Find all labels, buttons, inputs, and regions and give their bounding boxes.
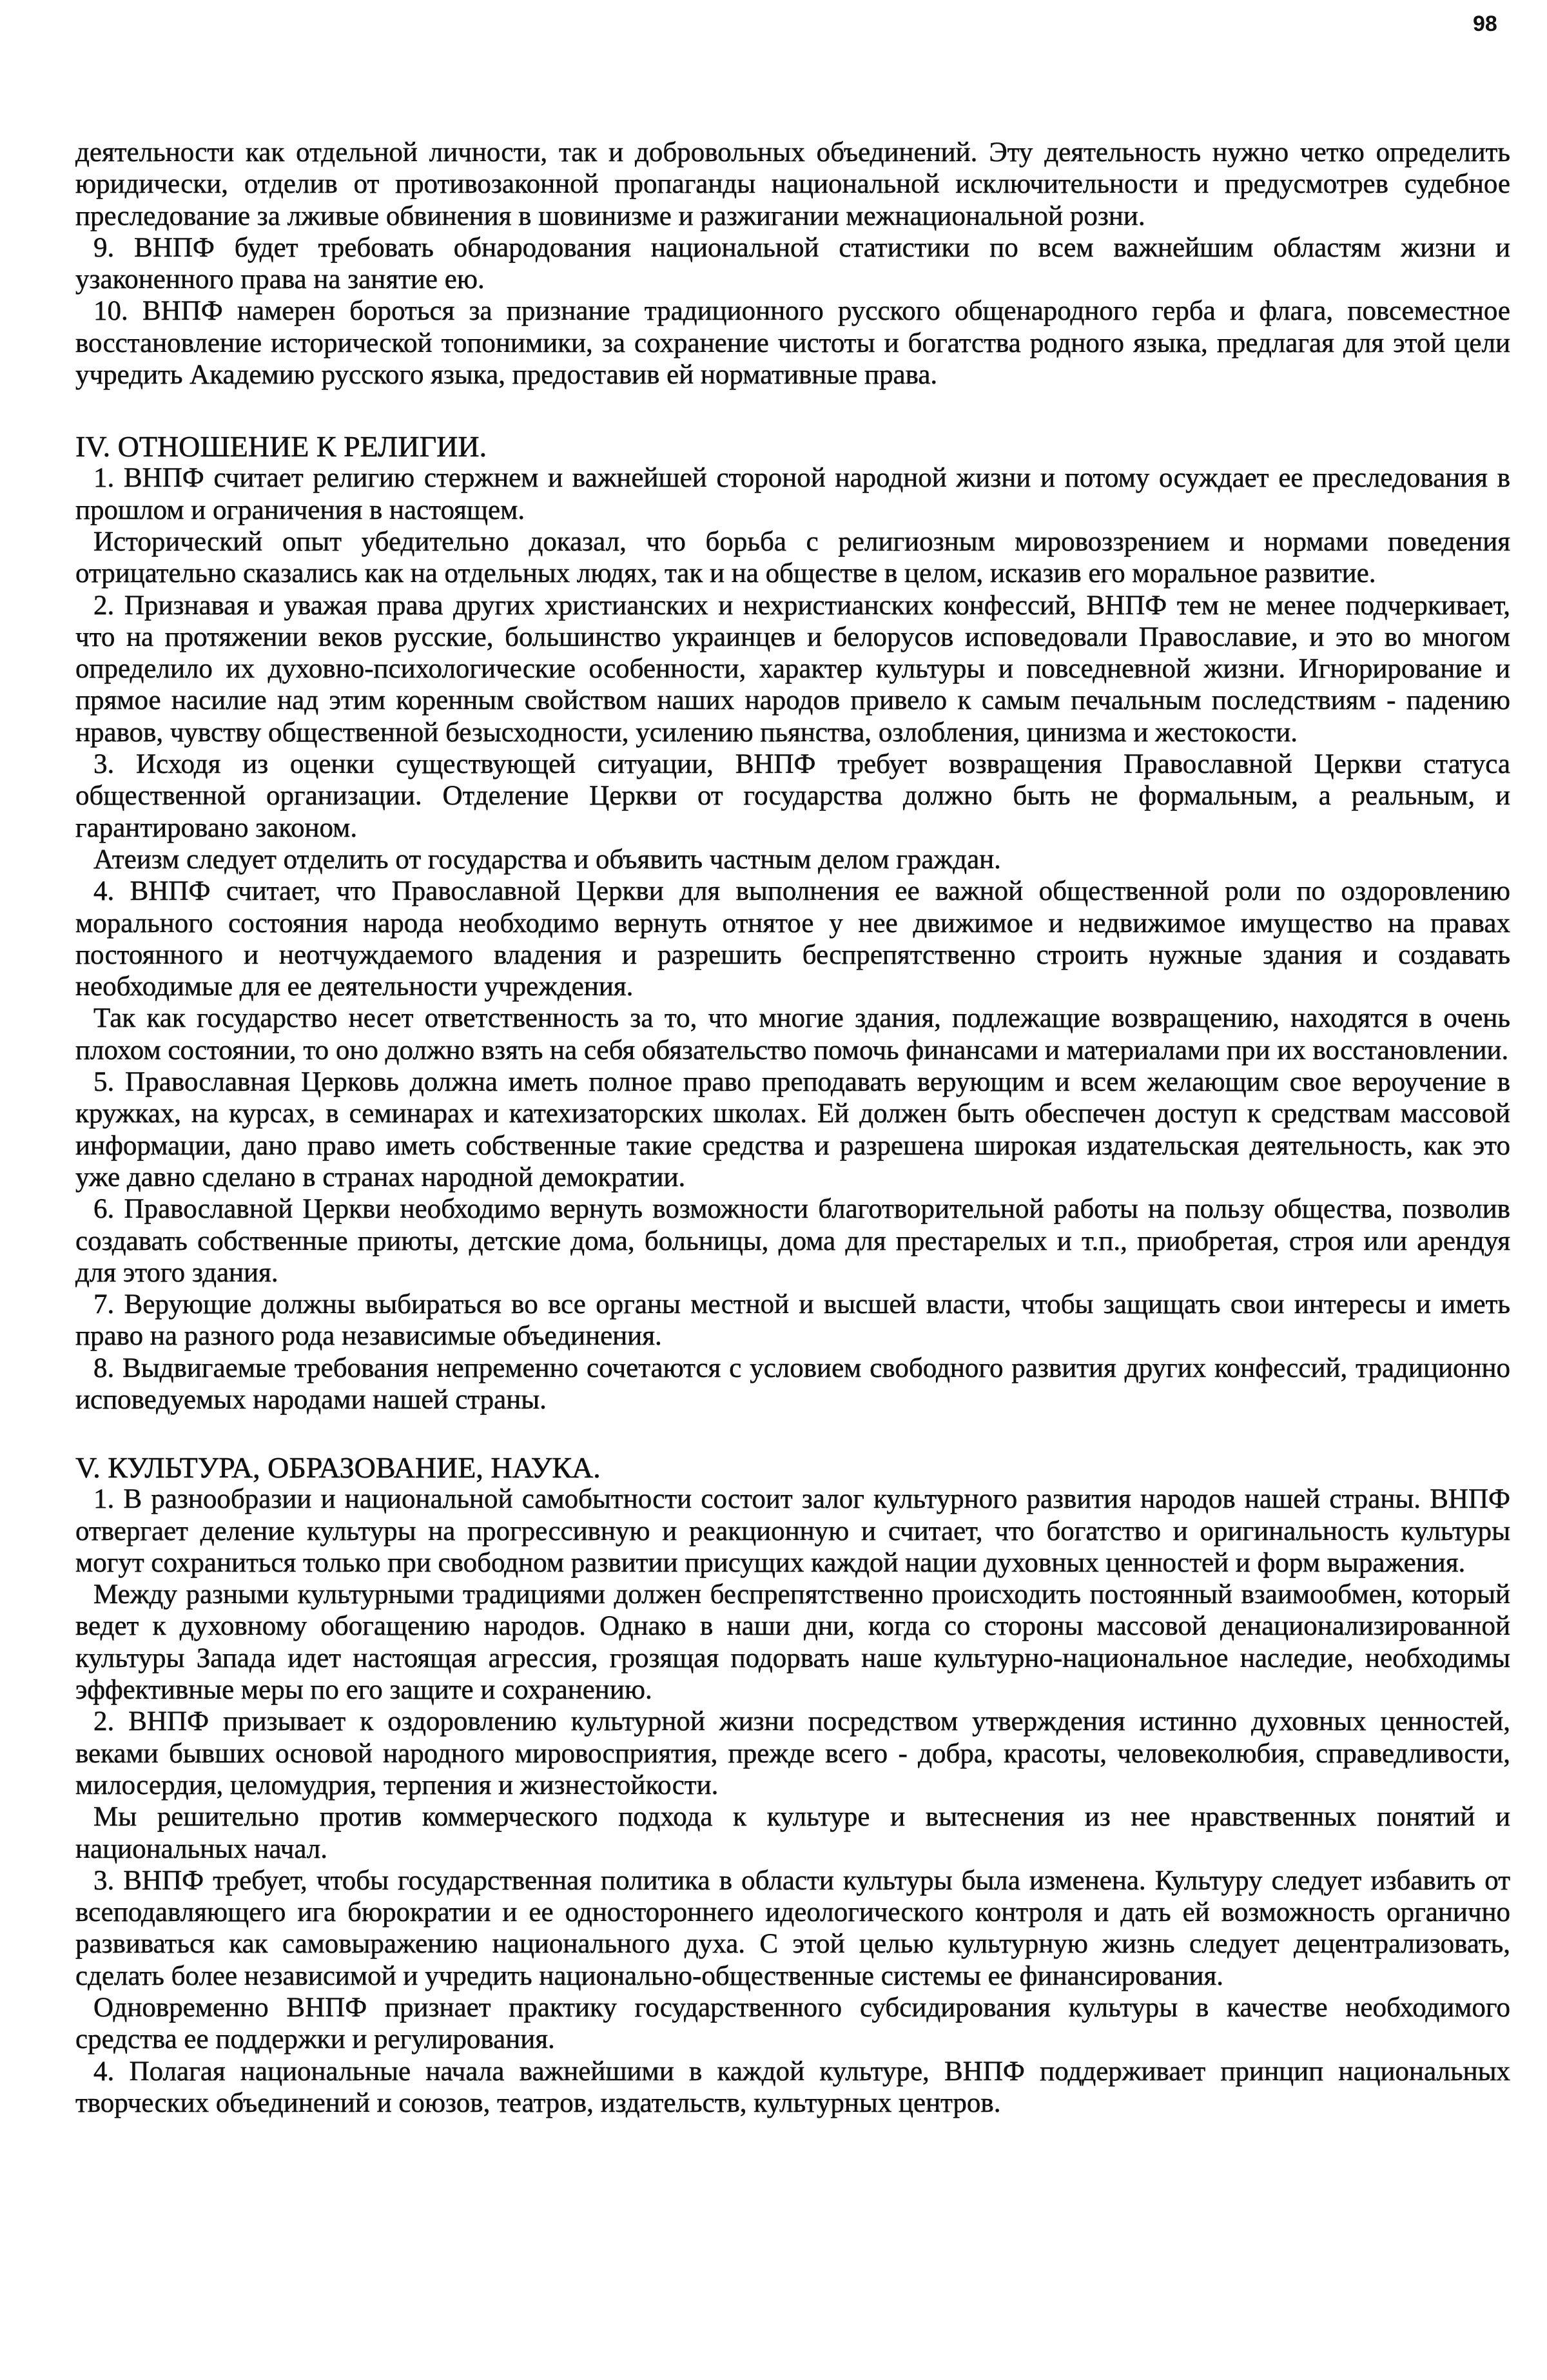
paragraph: деятельности как отдельной личности, так и добровольных объединений. Эту деятельность нужно четко определить юридически, отделив от противозаконной пропаганды национальной исключительности и предусмотрев судебное преследование за лживые обвинения в шовинизме и разжигании межнациональной розни.: [75, 137, 1510, 231]
paragraph: Мы решительно против коммерческого подхода к культуре и вытеснения из нее нравственных понятий и национальных начал.: [75, 1802, 1510, 1864]
paragraph: 8. Выдвигаемые требования непременно сочетаются с условием свободного развития других конфессий, традиционно исповедуемых народами нашей страны.: [75, 1352, 1510, 1415]
paragraph: 4. Полагая национальные начала важнейшими в каждой культуре, ВНПФ поддерживает принцип национальных творческих объединений и союзов, театров, издательств, культурных центров.: [75, 2056, 1510, 2118]
paragraph: 4. ВНПФ считает, что Православной Церкви для выполнения ее важной общественной роли по оздоровлению морального состояния народа необходимо вернуть отнятое у нее движимое и недвижимое имущество на правах постоянного и неотчуждаемого владения и разрешить беспрепятственно строить нужные здания и создавать необходимые для ее деятельности учреждения.: [75, 876, 1510, 1002]
paragraph: 9. ВНПФ будет требовать обнародования национальной статистики по всем важнейшим областям жизни и узаконенного права на занятие ею.: [75, 232, 1510, 295]
document-body: [75, 137, 1510, 2119]
paragraph: 1. В разнообразии и национальной самобытности состоит залог культурного развития народов нашей страны. ВНПФ отвергает деление культуры на прогрессивную и реакционную и считает, что богатство и оригинальность культуры могут сохраниться только при свободном развитии присущих каждой нации духовных ценностей и форм выражения.: [75, 1484, 1510, 1578]
paragraph: 1. ВНПФ считает религию стержнем и важнейшей стороной народной жизни и потому осуждает ее преследования в прошлом и ограничения в настоящем.: [75, 463, 1510, 525]
section-heading-religion: IV. ОТНОШЕНИЕ К РЕЛИГИИ.: [75, 430, 487, 463]
paragraph: 2. Признавая и уважая права других христианских и нехристианских конфессий, ВНПФ тем не менее подчеркивает, что на протяжении веков русские, большинство украинцев и белорусов исповедовали Православие, и это во многом определило их духовно-психологические особенности, характер культуры и повседневной жизни. Игнорирование и прямое насилие над этим коренным свойством наших народов привело к самым печальным последствиям - падению нравов, чувству общественной безысходности, усилению пьянства, озлобления, цинизма и жестокости.: [75, 590, 1510, 748]
paragraph: 10. ВНПФ намерен бороться за признание традиционного русского общенародного герба и флага, повсеместное восстановление исторической топонимики, за сохранение чистоты и богатства родного языка, предлагая для этой цели учредить Академию русского языка, предоставив ей нормативные права.: [75, 296, 1510, 391]
paragraph: Так как государство несет ответственность за то, что многие здания, подлежащие возвращению, находятся в очень плохом состоянии, то оно должно взять на себя обязательство помочь финансами и материалами при их восстановлении.: [75, 1003, 1510, 1066]
paragraph: 3. Исходя из оценки существующей ситуации, ВНПФ требует возвращения Православной Церкви статуса общественной организации. Отделение Церкви от государства должно быть не формальным, а реальным, и гарантировано законом.: [75, 749, 1510, 843]
paragraph: 5. Православная Церковь должна иметь полное право преподавать верующим и всем желающим свое вероучение в кружках, на курсах, в семинарах и катехизаторских школах. Ей должен быть обеспечен доступ к средствам массовой информации, дано право иметь собственные такие средства и разрешена широкая издательская деятельность, как это уже давно сделано в странах народной демократии.: [75, 1067, 1510, 1193]
section-heading-culture: V. КУЛЬТУРА, ОБРАЗОВАНИЕ, НАУКА.: [75, 1451, 601, 1485]
paragraph: Одновременно ВНПФ признает практику государственного субсидирования культуры в качестве необходимого средства ее поддержки и регулирования.: [75, 1993, 1510, 2055]
paragraph: 3. ВНПФ требует, чтобы государственная политика в области культуры была изменена. Культуру следует избавить от всеподавляющего ига бюрократии и ее одностороннего идеологического контроля и дать ей возможность органично развиваться как самовыражению национального духа. С этой целью культурную жизнь следует децентрализовать, сделать более независимой и учредить национально-общественные системы ее финансирования.: [75, 1865, 1510, 1991]
paragraph: 7. Верующие должны выбираться во все органы местной и высшей власти, чтобы защищать свои интересы и иметь право на разного рода независимые объединения.: [75, 1289, 1510, 1352]
paragraph: 2. ВНПФ призывает к оздоровлению культурной жизни посредством утверждения истинно духовных ценностей, веками бывших основой народного мировосприятия, прежде всего - добра, красоты, человеколюбия, справедливости, милосердия, целомудрия, терпения и жизнестойкости.: [75, 1706, 1510, 1800]
paragraph: Исторический опыт убедительно доказал, что борьба с религиозным мировоззрением и нормами поведения отрицательно сказались как на отдельных людях, так и на обществе в целом, исказив его моральное развитие.: [75, 526, 1510, 589]
page-number: 98: [1473, 12, 1497, 36]
paragraph: 6. Православной Церкви необходимо вернуть возможности благотворительной работы на пользу общества, позволив создавать собственные приюты, детские дома, больницы, дома для престарелых и т.п., приобретая, строя или арендуя для этого здания.: [75, 1194, 1510, 1288]
paragraph: Атеизм следует отделить от государства и объявить частным делом граждан.: [93, 844, 1001, 875]
paragraph: Между разными культурными традициями должен беспрепятственно происходить постоянный взаимообмен, который ведет к духовному обогащению народов. Однако в наши дни, когда со стороны массовой денационализированной культуры Запада идет настоящая агрессия, грозящая подорвать наше культурно-национальное наследие, необходимы эффективные меры по его защите и сохранению.: [75, 1579, 1510, 1706]
